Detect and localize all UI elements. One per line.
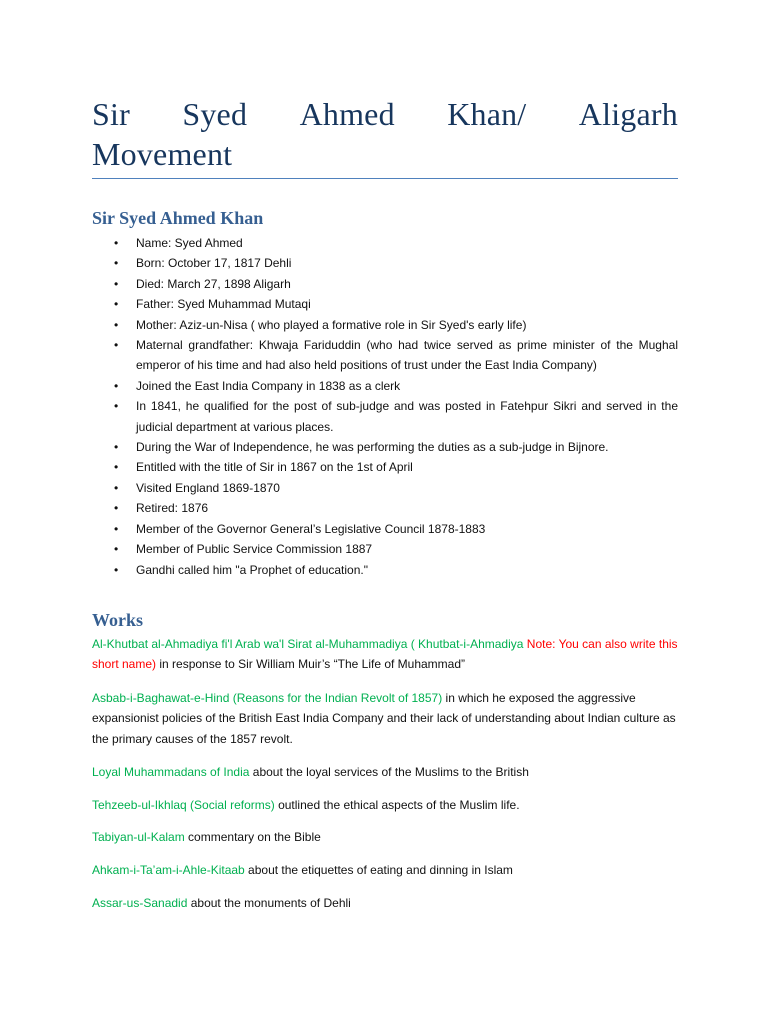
work-title: Loyal Muhammadans of India bbox=[92, 765, 250, 779]
work-title: Al-Khutbat al-Ahmadiya fi'l Arab wa'l Sirat al-Muhammadiya ( Khutbat-i-Ahmadiya bbox=[92, 637, 524, 651]
list-item: • Joined the East India Company in 1838 as a clerk bbox=[92, 376, 678, 396]
work-description: about the etiquettes of eating and dinning in Islam bbox=[244, 863, 513, 877]
section-heading-biography: Sir Syed Ahmed Khan bbox=[92, 208, 264, 228]
work-title: Tabiyan-ul-Kalam bbox=[92, 830, 185, 844]
work-paragraph bbox=[92, 893, 678, 913]
work-paragraph bbox=[92, 634, 678, 675]
list-item: • Died: March 27, 1898 Aligarh bbox=[92, 274, 678, 294]
work-title: Asbab-i-Baghawat-e-Hind (Reasons for the Indian Revolt of 1857) bbox=[92, 691, 443, 705]
title-line-2: Movement bbox=[92, 136, 233, 172]
work-paragraph bbox=[92, 795, 678, 815]
work-description: outlined the ethical aspects of the Muslim life. bbox=[274, 798, 520, 812]
title-underline bbox=[92, 178, 678, 179]
title-word: Khan/ bbox=[447, 96, 527, 132]
list-item: • During the War of Independence, he was performing the duties as a sub-judge in Bijnore. bbox=[92, 437, 678, 457]
list-item: • In 1841, he qualified for the post of sub-judge and was posted in Fatehpur Sikri and served in the judicial department at various places. bbox=[92, 396, 678, 437]
title-word: Aligarh bbox=[578, 96, 678, 132]
list-item: • Entitled with the title of Sir in 1867 on the 1st of April bbox=[92, 457, 678, 477]
work-description: in response to Sir William Muir’s “The Life of Muhammad” bbox=[156, 657, 466, 672]
title-word: Syed bbox=[182, 96, 248, 132]
work-note: Note: You can also write this short name) bbox=[92, 637, 678, 672]
work-title: Assar-us-Sanadid bbox=[92, 896, 188, 910]
work-paragraph bbox=[92, 827, 678, 847]
list-item: • Member of the Governor General’s Legislative Council 1878-1883 bbox=[92, 519, 678, 539]
list-item: • Maternal grandfather: Khwaja Fariduddin (who had twice served as prime minister of the Mughal emperor of his time and had also held positions of trust under the East India Company) bbox=[92, 335, 678, 376]
title-line-1 bbox=[92, 94, 678, 134]
work-title: Tehzeeb-ul-Ikhlaq (Social reforms) bbox=[92, 798, 275, 812]
work-paragraph bbox=[92, 860, 678, 880]
work-description: about the loyal services of the Muslims to the British bbox=[249, 765, 529, 779]
biography-list bbox=[92, 233, 678, 580]
list-item: • Mother: Aziz-un-Nisa ( who played a formative role in Sir Syed's early life) bbox=[92, 315, 678, 335]
work-paragraph bbox=[92, 762, 678, 782]
list-item: • Name: Syed Ahmed bbox=[92, 233, 678, 253]
work-paragraph bbox=[92, 688, 678, 749]
document-title bbox=[92, 94, 678, 174]
work-description: in which he exposed the aggressive expansionist policies of the British East India Company and their lack of understanding about Indian culture as the primary causes of the 1857 revolt. bbox=[92, 691, 676, 746]
title-word: Ahmed bbox=[299, 96, 395, 132]
work-description: about the monuments of Dehli bbox=[187, 896, 351, 910]
list-item: • Retired: 1876 bbox=[92, 498, 678, 518]
list-item: • Gandhi called him "a Prophet of education." bbox=[92, 560, 678, 580]
list-item: • Born: October 17, 1817 Dehli bbox=[92, 253, 678, 273]
list-item: • Visited England 1869-1870 bbox=[92, 478, 678, 498]
title-word: Sir bbox=[92, 96, 130, 132]
work-description: commentary on the Bible bbox=[184, 830, 321, 844]
section-heading-works: Works bbox=[92, 610, 144, 630]
list-item: • Member of Public Service Commission 1887 bbox=[92, 539, 678, 559]
work-title: Ahkam-i-Ta’am-i-Ahle-Kitaab bbox=[92, 863, 245, 877]
list-item: • Father: Syed Muhammad Mutaqi bbox=[92, 294, 678, 314]
